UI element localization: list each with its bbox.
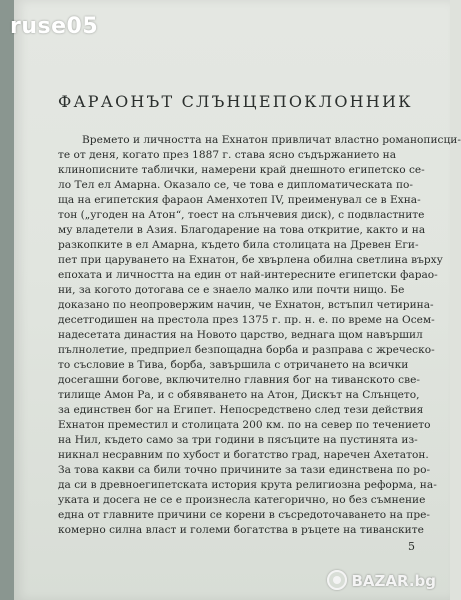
- text-line: десетгодишен на престола през 1375 г. пр. н. е. по време на Осем-: [58, 314, 435, 326]
- text-line: му владетели в Азия. Благодарение на това откритие, както и на: [58, 224, 426, 236]
- text-line: да си в древноегипетската история крута религиозна реформа, на-: [58, 479, 437, 491]
- text-line: те от деня, когато през 1887 г. става ясно съдържанието на: [58, 149, 397, 161]
- text-line: пет при царуването на Ехнатон, бе хвърлена обилна светлина върху: [58, 254, 443, 266]
- text-line: надесетата династия на Новото царство, веднага щом навършил: [58, 329, 423, 341]
- text-line: пълнолетие, предприел безпощадна борба и разправа с жреческо-: [58, 344, 435, 356]
- text-line: разкопките в ел Амарна, където била столицата на Древен Еги-: [58, 239, 419, 251]
- text-line: комерно силна власт и големи богатства в ръцете на тиванските: [58, 524, 424, 536]
- text-line: ни, за когото дотогава се е знаело малко или почти нищо. Бе: [58, 284, 405, 296]
- text-line: досегашни богове, включително главния бог на тиванското све-: [58, 374, 420, 386]
- text-line: на Нил, където само за три години в пясъците на пустинята из-: [58, 434, 418, 446]
- text-line: Времето и личността на Ехнатон привличат властно романописци-: [82, 134, 461, 146]
- marketplace-watermark: [327, 570, 436, 590]
- marketplace-watermark-text: BAZAR.bg: [351, 572, 436, 590]
- text-line: За това какви са били точно причините за тази единствена по ро-: [58, 464, 431, 476]
- text-line: доказано по неопровержим начин, че Ехнатон, встъпил четирина-: [58, 299, 434, 311]
- text-line: ща на египетския фараон Аменхотеп IV, преименувал се в Ехна-: [58, 194, 421, 206]
- text-line: епохата и личността на един от най-интересните египетски фарао-: [58, 269, 438, 281]
- text-line: Ехнатон преместил и столицата 200 км. по на север по течението: [58, 419, 431, 431]
- seller-watermark: ruse05: [10, 14, 99, 39]
- text-line: ло Тел ел Амарна. Оказало се, че това е дипломатическата по-: [58, 179, 413, 191]
- body-text: [58, 133, 461, 538]
- text-line: тон („угоден на Атон“, тоест на слънчевия диск), с подвластните: [58, 209, 425, 221]
- text-line: никнал несравним по хубост и богатство град, наречен Ахетатон.: [58, 449, 429, 461]
- text-line: то съсловие в Тива, борба, завършила с отричането на всички: [58, 359, 409, 371]
- text-line: тилище Амон Ра, и с обявяването на Атон, Дискът на Слънцето,: [58, 389, 420, 401]
- text-line: една от главните причини се корени в съсредоточаването на пре-: [58, 509, 430, 521]
- text-line: клинописните таблички, намерени край днешното египетско се-: [58, 164, 425, 176]
- page-number: 5: [408, 540, 415, 553]
- text-line: уката и досега не се е произнесла категорично, но без съмнение: [58, 494, 426, 506]
- chapter-title: ФАРАОНЪТ СЛЪНЦЕПОКЛОННИК: [58, 92, 413, 111]
- text-line: за единствен бог на Египет. Непосредствено след тези действия: [58, 404, 424, 416]
- bazar-logo-icon: [327, 570, 347, 590]
